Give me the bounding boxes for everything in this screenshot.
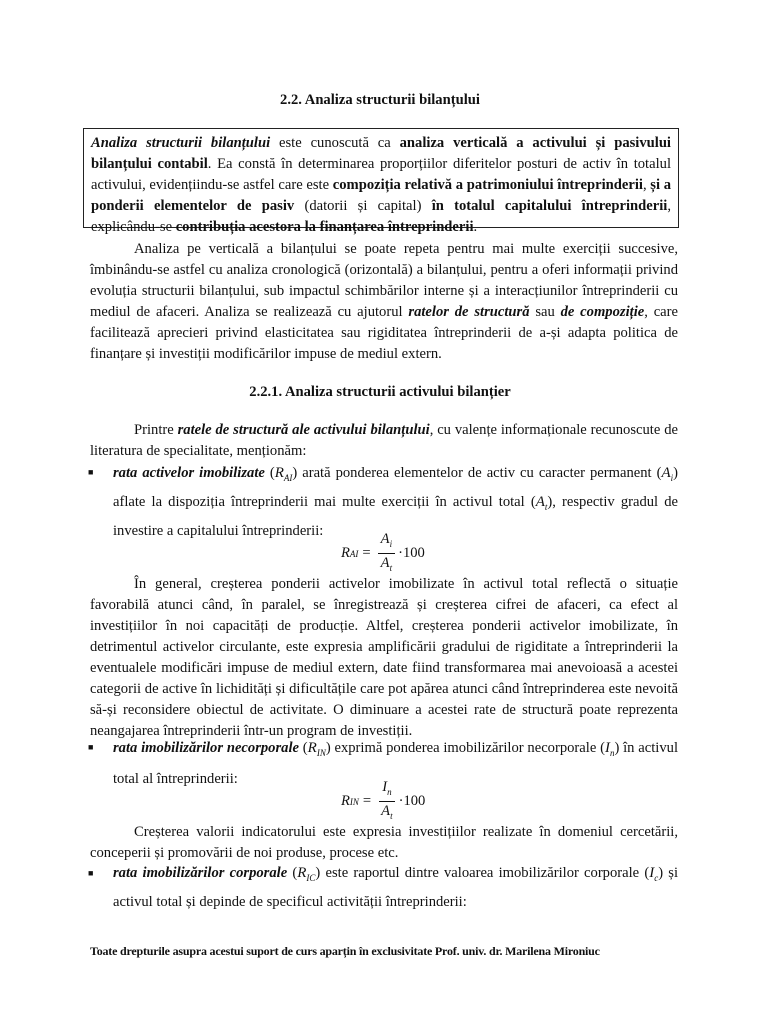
box-text: , bbox=[642, 177, 651, 193]
item-text: ) este raportul dintre valoarea imobilizărilor corporale ( bbox=[315, 865, 650, 881]
para-text: Analiza pe verticală a bilanțului se poate repeta pentru mai multe exerciții succesive, îmbinându-se astfel cu analiza cronologică (orizontală) a bilanțului, pentru a oferi informații privind evoluția structurii bilanțului, sub impactul schimbărilor interne și a interacțiunilor întreprinderii cu mediul de afaceri. Analiza se realizează cu ajutorul bbox=[90, 241, 678, 320]
box-text: . bbox=[473, 219, 478, 235]
item-term: rata activelor imobilizate bbox=[113, 465, 265, 481]
formula-den-sub: t bbox=[390, 811, 393, 821]
formula-rin bbox=[341, 778, 425, 825]
symbol-sub: c bbox=[654, 873, 659, 883]
para-text: Printre bbox=[134, 422, 178, 438]
copyright-footer: Toate drepturile asupra acestui suport de curs aparțin în exclusivitate Prof. univ. dr. Marilena Mironiuc bbox=[90, 944, 600, 958]
formula-lhs: R bbox=[341, 793, 350, 809]
formula-mult: ·100 bbox=[398, 793, 426, 809]
paragraph-commentary: În general, creșterea ponderii activelor imobilizate în activul total reflectă o situație favorabilă atunci când, în paralel, se înregistrează și creșterea cifrei de afaceri, ca efect al investițiilor în noi capacități de producție. Altfel, creșterea ponderii activelor imobilizate, în detrimentul activelor circulante, este expresia amplificării gradului de rigiditate a întreprinderii la eventualele modificări impuse de mediul extern, date fiind transformarea mai anevoioasă a acestei categorii de active în lichidități și dificultățile care pot apărea atunci când întreprinderea este nevoită să-și reconsidere obiectul de activitate. O diminuare a acestei rate de structură poate reprezenta neangajarea întreprinderii într-un program de investiții. bbox=[90, 576, 678, 739]
para-text: , cu valențe informaționale recunoscute de literatura de specialitate, menționăm: bbox=[90, 422, 678, 459]
symbol: I bbox=[649, 865, 655, 881]
symbol: A bbox=[661, 465, 671, 481]
paragraph-intro bbox=[90, 239, 678, 365]
formula-mult: ·100 bbox=[398, 545, 425, 561]
box-text: (datorii și capital) bbox=[294, 198, 432, 214]
item-text: ( bbox=[264, 465, 275, 481]
symbol-sub: i bbox=[670, 473, 674, 483]
paragraph-ratios-intro bbox=[90, 420, 678, 462]
box-emph: și a ponderii elementelor de pasiv bbox=[91, 177, 672, 214]
item-text: ) arată ponderea elementelor de activ cu caracter permanent ( bbox=[292, 465, 662, 481]
definition-box bbox=[83, 128, 679, 235]
item-text: ) în activul total al întreprinderii: bbox=[113, 740, 678, 787]
formula-den: A bbox=[381, 803, 391, 819]
box-emph: în totalul capitalului întreprinderii bbox=[431, 198, 668, 214]
formula-den-sub: t bbox=[389, 563, 393, 573]
symbol-sub: IN bbox=[316, 748, 326, 758]
formula-fraction bbox=[378, 778, 395, 825]
formula-lhs: R bbox=[341, 545, 350, 561]
box-text: . Ea constă în determinarea proporțiilor diferitelor posturi de activ în totalul activului, evidențiindu-se astfel care este bbox=[91, 156, 671, 193]
bullet-icon: ■ bbox=[88, 868, 94, 878]
item-term: rata imobilizărilor corporale bbox=[113, 865, 288, 881]
para-emph: de compoziție bbox=[560, 304, 645, 320]
formula-rai bbox=[341, 530, 425, 577]
para-emph: ratelor de structură bbox=[408, 304, 530, 320]
symbol: I bbox=[604, 740, 610, 756]
item-text: ) aflate la dispoziția întreprinderii mai multe exerciții în activul total ( bbox=[113, 465, 678, 510]
box-emph: analiza verticală a activului și pasivului bilanțului contabil bbox=[91, 135, 671, 172]
formula-num: I bbox=[382, 779, 388, 795]
item-text: ) și activul total și depinde de specificul activității întreprinderii: bbox=[113, 865, 678, 910]
formula-num-sub: n bbox=[387, 787, 392, 797]
formula-num: A bbox=[380, 531, 390, 547]
para-text: sau bbox=[529, 304, 561, 320]
para-text: , care facilitează aprecieri privind elasticitatea sau rigiditatea întreprinderii de a-și adapta politica de finanțare și investiții modificărilor impuse de mediul extern. bbox=[90, 304, 678, 362]
bullet-icon: ■ bbox=[88, 467, 94, 477]
bullet-icon: ■ bbox=[88, 742, 94, 752]
symbol: R bbox=[307, 740, 317, 756]
box-text: este cunoscută ca bbox=[270, 135, 400, 151]
paragraph-in-comment: Creșterea valorii indicatorului este expresia investițiilor realizate în domeniul cercetării, conceperii și promovării de noi produse, procese etc. bbox=[90, 824, 678, 861]
formula-lhs-sub: AI bbox=[349, 548, 359, 559]
box-text: , explicându-se bbox=[91, 198, 671, 235]
box-emph: contribuția acestora la finanțarea întreprinderii bbox=[175, 219, 474, 235]
item-text: ( bbox=[287, 865, 298, 881]
formula-lhs-sub: IN bbox=[349, 796, 359, 807]
item-text: ) exprimă ponderea imobilizărilor necorporale ( bbox=[325, 740, 605, 756]
symbol: R bbox=[297, 865, 307, 881]
item-text: ( bbox=[298, 740, 308, 756]
symbol: R bbox=[274, 465, 284, 481]
subsection-heading: 2.2.1. Analiza structurii activului bilanțier bbox=[249, 384, 511, 400]
symbol-sub: n bbox=[609, 748, 615, 758]
symbol-sub: t bbox=[544, 502, 548, 512]
formula-eq: = bbox=[362, 545, 371, 561]
box-term: Analiza structurii bilanțului bbox=[91, 135, 271, 151]
formula-den: A bbox=[380, 555, 390, 571]
para-emph: ratele de structură ale activului bilanțului bbox=[177, 422, 430, 438]
symbol: A bbox=[535, 494, 545, 510]
symbol-sub: AI bbox=[283, 473, 293, 483]
formula-num-sub: i bbox=[389, 539, 393, 549]
item-term: rata imobilizărilor necorporale bbox=[113, 740, 299, 756]
formula-eq: = bbox=[362, 793, 372, 809]
symbol-sub: IC bbox=[306, 873, 316, 883]
item-text: ), respectiv gradul de investire a capitalului întreprinderii: bbox=[113, 494, 678, 539]
formula-fraction bbox=[378, 530, 395, 577]
list-item-ic bbox=[113, 861, 678, 914]
section-heading: 2.2. Analiza structurii bilanțului bbox=[280, 92, 480, 108]
box-emph: compoziția relativă a patrimoniului întreprinderii bbox=[332, 177, 643, 193]
